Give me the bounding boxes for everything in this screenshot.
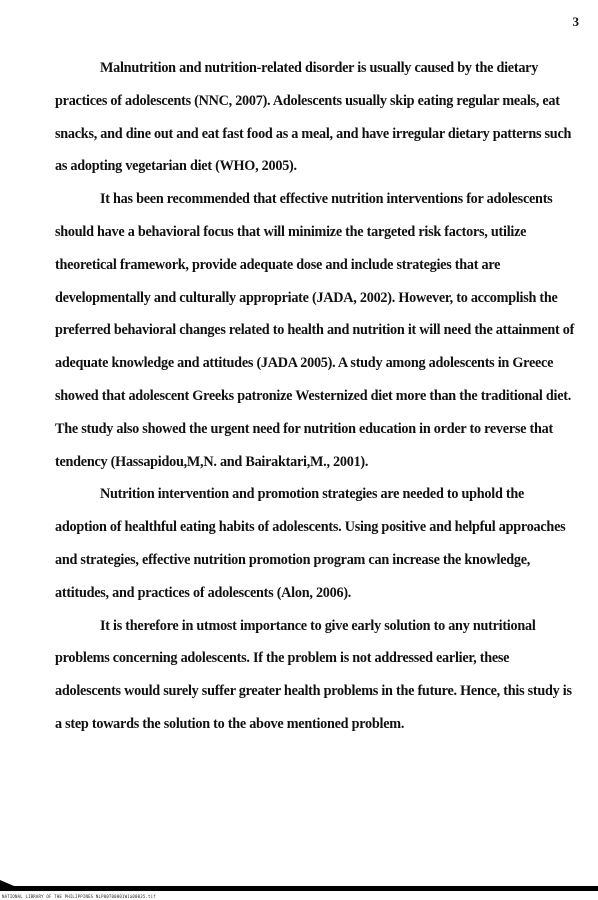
scan-footer-bar [0, 886, 598, 891]
paragraph-malnutrition: Malnutrition and nutrition-related disorder is usually caused by the dietary practices of adolescents (NNC, 2007). Adolescents usually skip eating regular meals, eat snacks, and dine out and eat fast food as a meal, and have irregular dietary patterns such as adopting vegetarian diet (WHO, 2005). [55, 60, 572, 175]
page-number: 3 [572, 14, 579, 29]
scan-footer-text: NATIONAL LIBRARY OF THE PHILIPPINES NLP00T00001W1a00035.tif [2, 894, 156, 899]
body-text [55, 52, 575, 741]
paragraph-promotion: Nutrition intervention and promotion strategies are needed to uphold the adoption of healthful eating habits of adolescents. Using positive and helpful approaches and strategies, effective nutrition promotion program can increase the knowledge, attitudes, and practices of adolescents (Alon, 2006). [55, 486, 566, 601]
paragraph-conclusion: It is therefore in utmost importance to give early solution to any nutritional problems concerning adolescents. If the problem is not addressed earlier, these adolescents would surely suffer greater health problems in the future. Hence, this study is a step towards the solution to the above mentioned problem. [55, 617, 572, 732]
paragraph-interventions: It has been recommended that effective nutrition interventions for adolescents should have a behavioral focus that will minimize the targeted risk factors, utilize theoretical framework, provide adequate dose and include strategies that are developmentally and culturally appropriate (JADA, 2002). However, to accomplish the preferred behavioral changes related to health and nutrition it will need the attainment of adequate knowledge and attitudes (JADA 2005). A study among adolescents in Greece showed that adolescent Greeks patronize Westernized diet more than the traditional diet. The study also showed the urgent need for nutrition education in order to reverse that tendency (Hassapidou,M,N. and Bairaktari,M., 2001). [55, 191, 575, 470]
